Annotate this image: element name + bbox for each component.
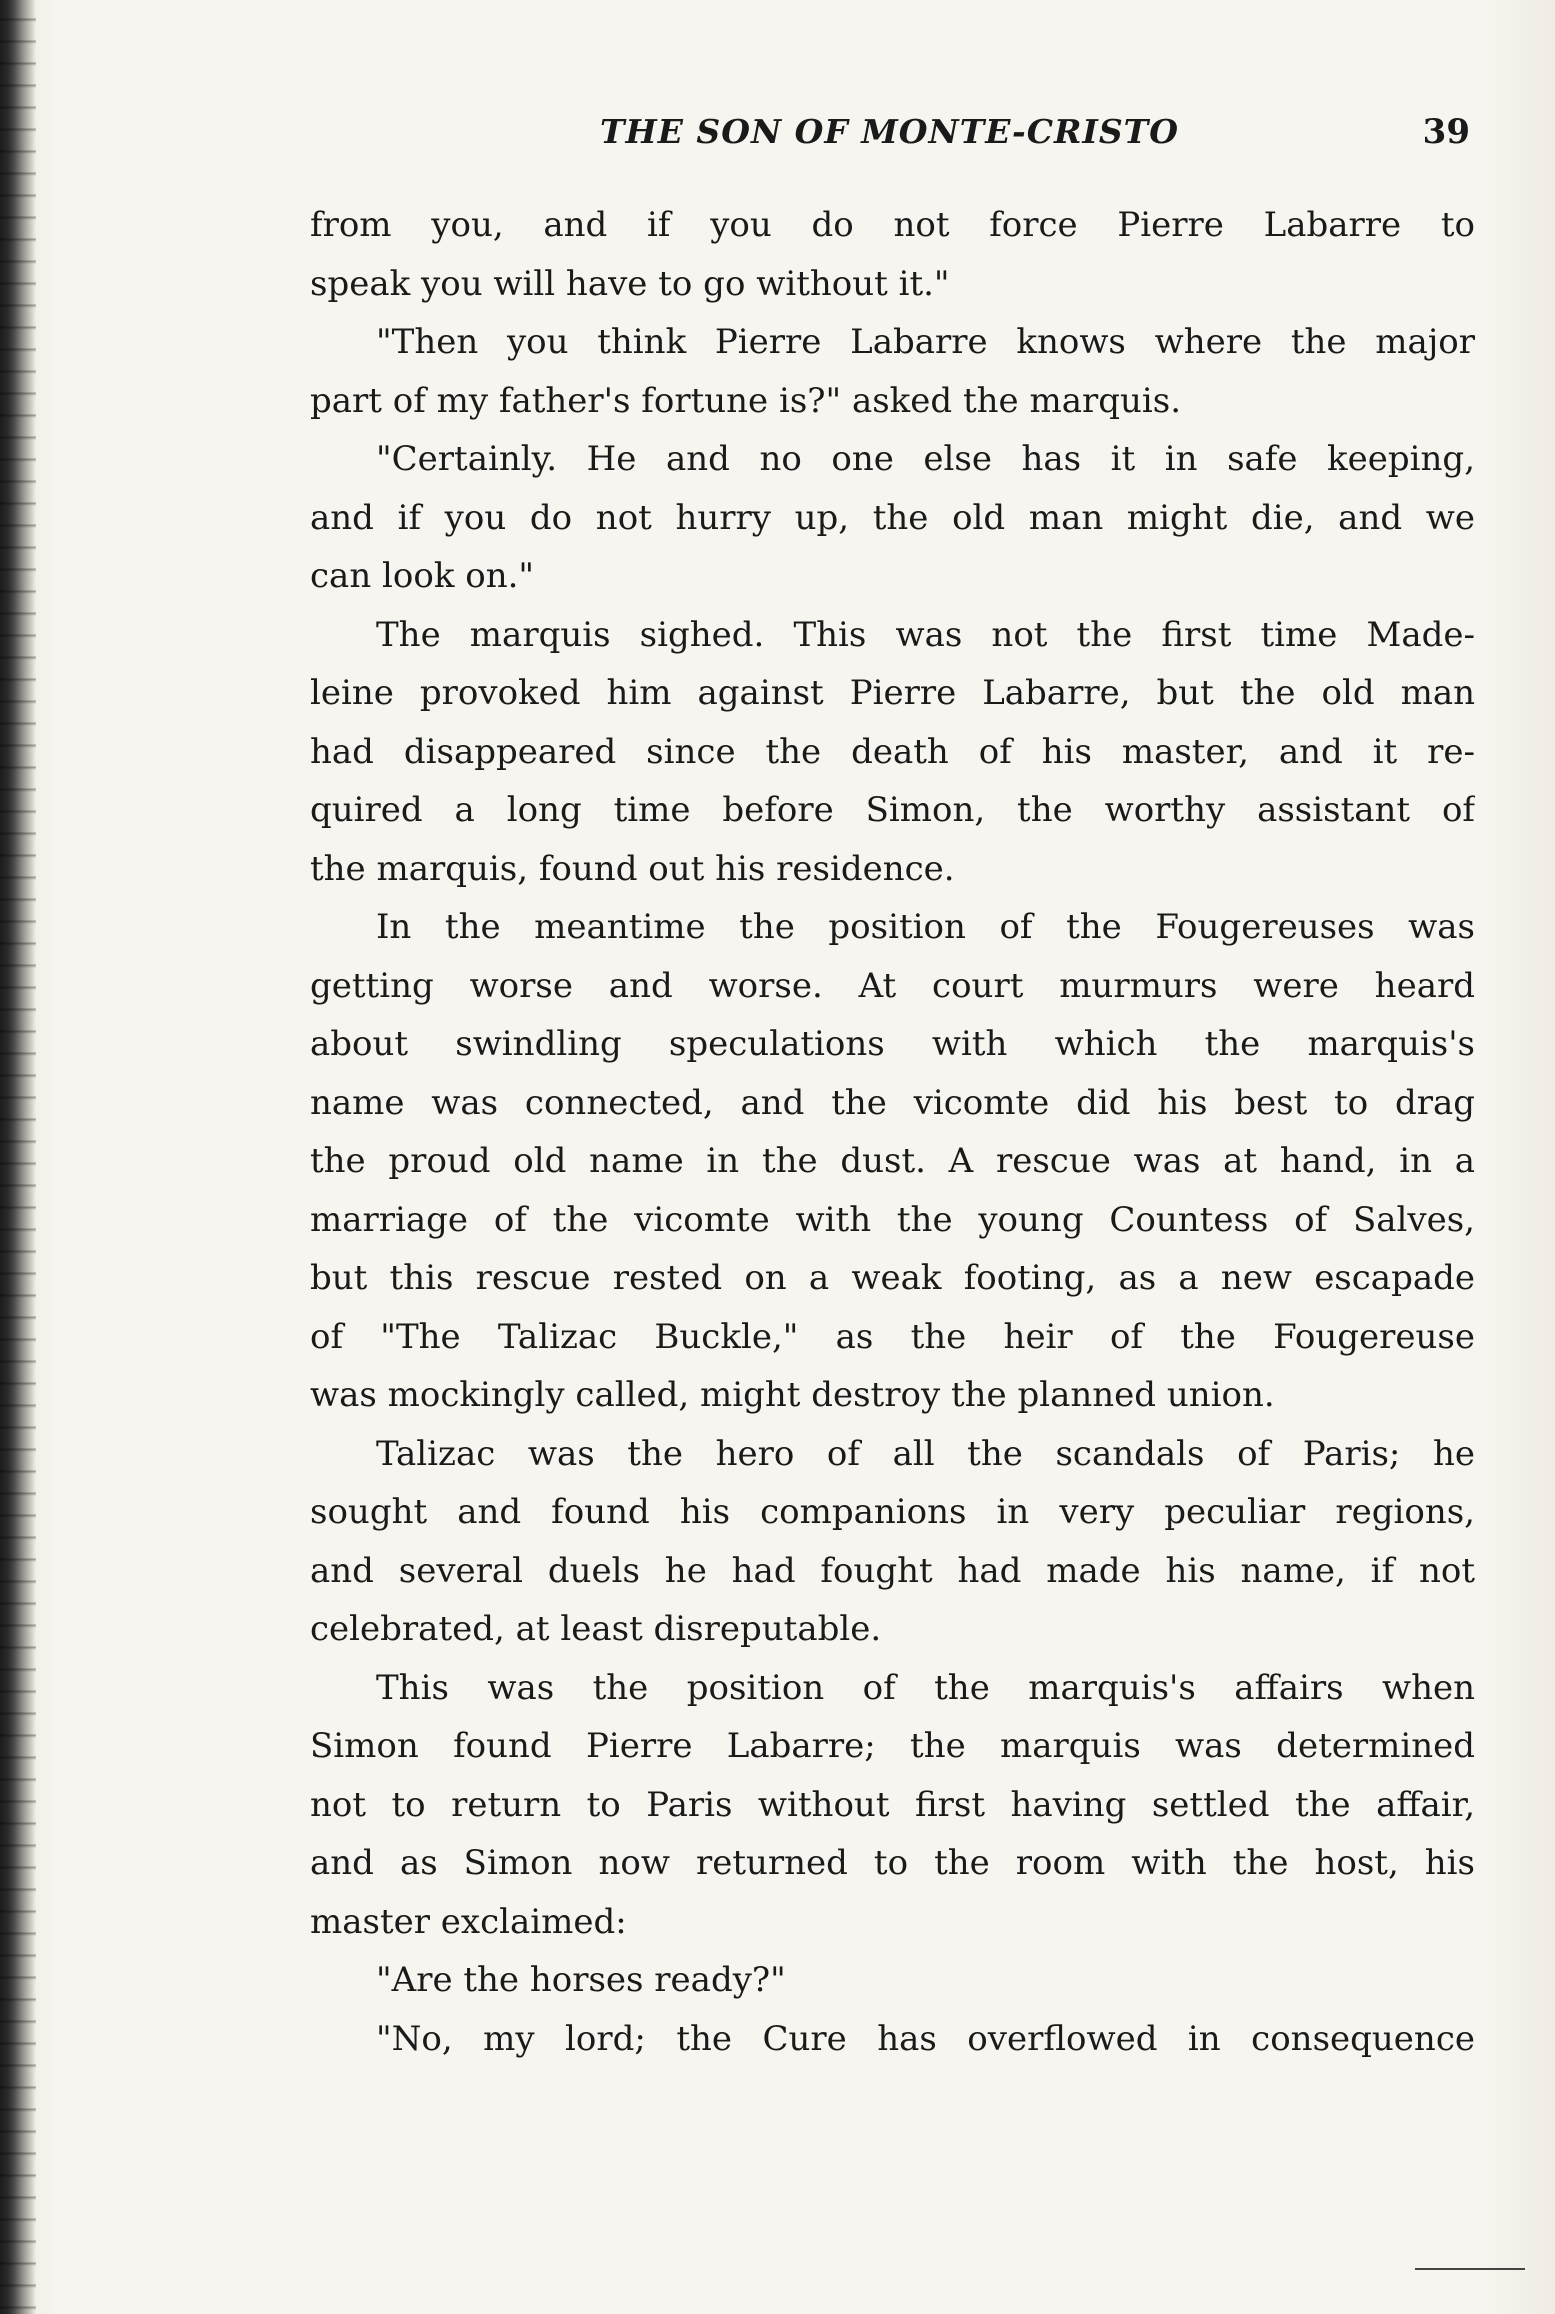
text-line: This was the position of the marquis's affairs when — [376, 1667, 1475, 1708]
text-line: of "The Talizac Buckle," as the heir of the Fougereuse — [310, 1316, 1475, 1357]
text-line: the proud old name in the dust. A rescue was at hand, in a — [310, 1141, 1475, 1181]
text-line: from you, and if you do not force Pierre Labarre to — [310, 205, 1475, 245]
text-line: getting worse and worse. At court murmurs were heard — [310, 965, 1475, 1006]
running-title: THE SON OF MONTE-CRISTO — [600, 112, 1179, 151]
text-line: quired a long time before Simon, the worthy assistant of — [310, 790, 1475, 830]
text-line: master exclaimed: — [310, 1901, 627, 1942]
text-line: marriage of the vicomte with the young Countess of Salves, — [310, 1199, 1475, 1240]
text-line: had disappeared since the death of his master, and it re- — [310, 731, 1475, 772]
text-line: In the meantime the position of the Fougereuses was — [376, 907, 1475, 947]
text-line: and if you do not hurry up, the old man might die, and we — [310, 497, 1475, 538]
footer-rule — [1415, 2268, 1525, 2270]
running-head — [310, 112, 1470, 164]
text-line: The marquis sighed. This was not the first time Made- — [376, 614, 1475, 655]
text-line: Talizac was the hero of all the scandals of Paris; he — [376, 1433, 1475, 1474]
text-line: can look on." — [310, 556, 535, 596]
text-line: and several duels he had fought had made his name, if not — [310, 1550, 1475, 1591]
text-line: name was connected, and the vicomte did his best to drag — [310, 1082, 1475, 1123]
text-line: celebrated, at least disreputable. — [310, 1609, 882, 1649]
text-line: about swindling speculations with which the marquis's — [310, 1024, 1475, 1064]
text-line: leine provoked him against Pierre Labarre, but the old man — [310, 673, 1475, 713]
text-line: "No, my lord; the Cure has overflowed in consequence — [376, 2018, 1475, 2059]
body-text — [310, 196, 1475, 2068]
text-line: not to return to Paris without first having settled the affair, — [310, 1784, 1475, 1825]
text-line: but this rescue rested on a weak footing, as a new escapade — [310, 1258, 1475, 1298]
text-line: the marquis, found out his residence. — [310, 848, 955, 889]
binding-edge — [0, 0, 36, 2314]
text-line: "Certainly. He and no one else has it in safe keeping, — [376, 439, 1475, 479]
text-line: "Then you think Pierre Labarre knows where the major — [376, 322, 1475, 362]
text-line: part of my father's fortune is?" asked the marquis. — [310, 380, 1182, 421]
text-line: speak you will have to go without it." — [310, 263, 950, 304]
text-line: and as Simon now returned to the room with the host, his — [310, 1843, 1475, 1883]
text-line: was mockingly called, might destroy the planned union. — [310, 1375, 1275, 1415]
text-line: sought and found his companions in very peculiar regions, — [310, 1492, 1475, 1532]
text-line: "Are the horses ready?" — [376, 1960, 786, 2000]
page-number: 39 — [1422, 112, 1470, 152]
text-line: Simon found Pierre Labarre; the marquis was determined — [310, 1726, 1475, 1766]
